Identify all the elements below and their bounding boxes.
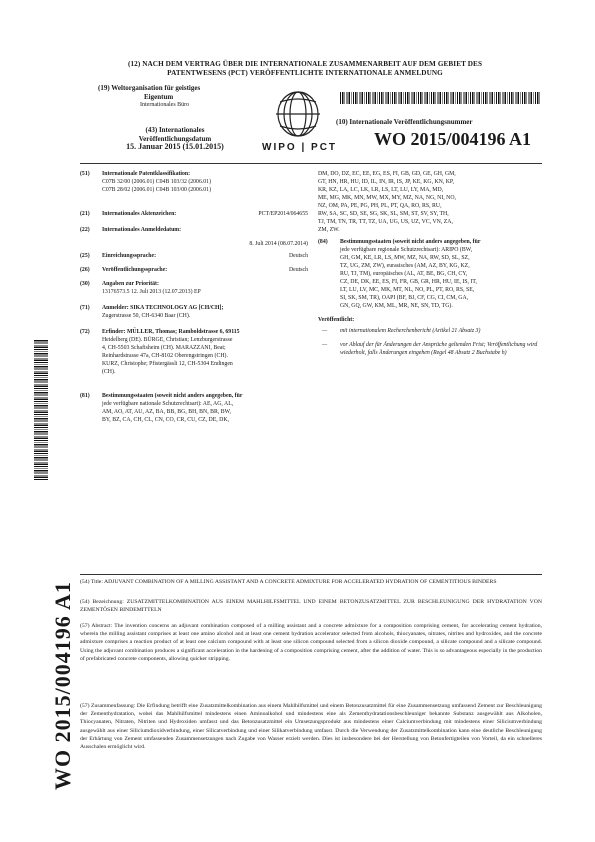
pubdate-block (100, 126, 250, 152)
field-51: (51) Internationale Patentklassifikation: C07B 32/00 (2006.01) C04B 103/32 (2006.01) C07B 28/02 (2006.01) C04B 103/00 (2006.01) (80, 171, 212, 193)
pubnum-number: WO 2015/004196 A1 (374, 128, 532, 149)
published-title: Veröffentlicht: (318, 317, 355, 323)
pubnum-code: (10) Internationale Veröffentlichungsnummer (336, 118, 473, 126)
field-26: (26) Veröffentlichungssprache: Deutsch (80, 267, 308, 273)
states-continued: DM, DO, DZ, EC, EE, EG, ES, FI, GB, GD, GE, GH, GM, GT, HN, HR, HU, ID, IL, IN, IR, IS, JP, KE, KG, KN, KP, KR, KZ, LA, LC, LK, LR, LS, LT, LU, LY, MA, MD, ME, MG, MK, MN, MW, MX, MY, MZ, NA, NG, NI, NO, NZ, OM, PA, PE, PG, PH, PL, PT, QA, RO, RS, RU, RW, SA, SC, SD, SE, SG, SK, SL, SM, ST, SV, SY, TH, TJ, TM, TN, TR, TT, TZ, UA, UG, US, UZ, VC, VN, ZA, ZM, ZW. (318, 171, 457, 233)
published-item-1: — mit internationalem Recherchenbericht (Artikel 21 Absatz 3) (322, 328, 481, 334)
pubnum-block (336, 118, 546, 149)
pubdate-date: 15. Januar 2015 (15.01.2015) (126, 142, 224, 151)
field-72: (72) Erfinder: MÜLLER, Thomas; Ramboldstrasse 6, 69115 Heidelberg (DE). BÜRGE, Christian; Lenzburgerstrasse 4, CH-5503 Schafisheim (CH). MARAZZANI, Beat; Reinhardstrasse 47a, CH-8102 Oberengstringen (CH). KURZ, Christophe; Pfistergässli 12, CH-5304 Endingen (CH). (80, 329, 240, 375)
title-rule (80, 574, 542, 575)
published-item-2: — vor Ablauf der für Änderungen der Ansprüche geltenden Frist; Veröffentlichung wird wiederholt, falls Änderungen eingehen (Regel 48 Absatz 2 Buchstabe h) (322, 342, 538, 356)
wipo-logo-text: WIPO | PCT (262, 142, 338, 153)
abstract-german: (57) Zusammenfassung: Die Erfindung betrifft eine Zusatzmittelkombination aus einem Mahlhilfsmittel und einem Betonzusatzmittel für eine Zusammensetzung umfassend Zement zur Beschleunigung der Zementhydratation, wobei das Mahlhilfsmittel mindestens einen Aminoalkohol und mindestens eine als Zementhydratationsbeschleuniger bekannte Substanz ausgewählt aus Alkoholen, Thiocyanaten, Nitraten, Nitriten und Hydroxiden umfasst und das Betonzusatzmittel ein Umsetzungsprodukt aus mindestens einer Calciumverbindung mit mindestens einer Siliciumverbindung ausgewählt aus einer Siliciumdioxidverbindung, einer Silicatverbindung und einer Silikatverbindung umfasst. Durch die Verwendung der Zusatzmittelkombination kann eine deutliche Beschleunigung der Erhärtung von Zement umfassenden Zusammensetzungen nach Zugabe von Wasser erzielt werden. Dies ist insbesondere bei der Herstellung von Betonfertigteilen von Vorteil, da ein schnelleres Ausschalen ermöglicht wird. (80, 703, 542, 751)
office-line2: Eigentum (144, 92, 174, 101)
title-german: (54) Bezeichnung: ZUSATZMITTELKOMBINATION AUS EINEM MAHLHILFSMITTEL UND EINEM BETONZUSATZMITTEL ZUR BESCHLEUNIGUNG DER HYDRATATION VON ZEMENTÖSEN BINDEMITTELN (80, 599, 542, 614)
right-column (318, 170, 544, 357)
side-barcode (34, 340, 48, 480)
header-line-1: (12) NACH DEM VERTRAG ÜBER DIE INTERNATIONALE ZUSAMMENARBEIT AUF DEM GEBIET DES (127, 60, 483, 68)
pubdate-label: Veröffentlichungsdatum (138, 134, 212, 143)
published-section (318, 316, 544, 357)
field-21: (21) Internationales Aktenzeichen: PCT/EP2014/064655 (80, 211, 308, 217)
header-line-2: PATENTWESENS (PCT) VERÖFFENTLICHTE INTERNATIONALE ANMELDUNG (167, 69, 443, 77)
header-rule (80, 163, 542, 164)
field-81: (81) Bestimmungsstaaten (soweit nicht anders angegeben, für jede verfügbare nationale Schutzrechtsart): AE, AG, AL, AM, AO, AT, AU, AZ, BA, BB, BG, BH, BN, BR, BW, BY, BZ, CA, CH, CL, CN, CO, CR, CU, CZ, DE, DK, (80, 393, 243, 423)
office-block (98, 84, 258, 109)
office-code: (19) Weltorganisation für geistiges (98, 84, 201, 92)
field-22: (22) Internationales Anmeldedatum: 8. Juli 2014 (08.07.2014) (80, 227, 308, 247)
field-25: (25) Einreichungssprache: Deutsch (80, 253, 308, 259)
abstract-english: (57) Abstract: The invention concerns an adjuvant combination composed of a milling assistant and a concrete admixture for a composition comprising cement, for accelerating cement hydration, wherein the milling assistant comprises at least one amino alcohol and at least one cement hydration accelerator selected from alcohols, thiocyanates, nitrates, nitrites and hydroxides, and the concrete admixture comprises a reaction product of at least one calcium compound with at least one silicon compound selected from a silicon dioxide compound, a silicate compound and a silicate compound. Using the adjuvant combination produces a significant acceleration in the hardening of a composition comprising cement, after the addition of water. This is so advantageous especially in the production of prefabricated concrete components, allowing quicker stripping. (80, 623, 542, 662)
field-71: (71) Anmelder: SIKA TECHNOLOGY AG [CH/CH]; Zugerstrasse 50, CH-6340 Baar (CH). (80, 305, 224, 319)
title-english: (54) Title: ADJUVANT COMBINATION OF A MILLING ASSISTANT AND A CONCRETE ADMIXTURE FOR ACCELERATED HYDRATION OF CEMENTITIOUS BINDERS (80, 579, 497, 585)
top-barcode (340, 92, 540, 104)
field-30: (30) Angaben zur Priorität: 13176573.5 12. Juli 2013 (12.07.2013) EP (80, 281, 201, 295)
wipo-logo (258, 84, 338, 164)
field-84: (84) Bestimmungsstaaten (soweit nicht anders angegeben, für jede verfügbare regionale Schutzrechtsart): ARIPO (BW, GH, GM, KE, LR, LS, MW, MZ, NA, RW, SD, SL, SZ, TZ, UG, ZM, ZW), eurasisches (AM, AZ, BY, KG, KZ, RU, TJ, TM), europäisches (AL, AT, BE, BG, CH, CY, CZ, DE, DK, EE, ES, FI, FR, GB, GR, HR, HU, IE, IS, IT, LT, LU, LV, MC, MK, MT, NL, NO, PL, PT, RO, RS, SE, SI, SK, SM, TR), OAPI (BF, BJ, CF, CG, CI, CM, GA, GN, GQ, GW, KM, ML, MR, NE, SN, TD, TG). (318, 239, 481, 309)
office-line3: Internationales Büro (140, 102, 190, 108)
side-publication-number: WO 2015/004196 A1 (50, 581, 75, 790)
document-type-header (70, 60, 540, 78)
pubdate-code: (43) Internationales (145, 126, 205, 134)
